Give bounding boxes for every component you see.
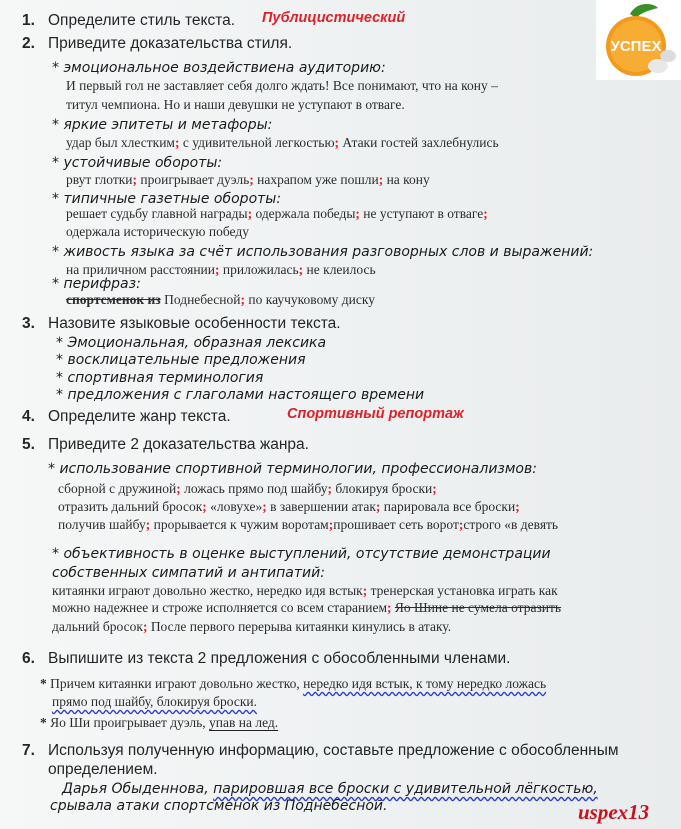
feature-item: * Эмоциональная, образная лексика: [56, 335, 327, 351]
question-2: 2. Приведите доказательства стиля.: [22, 35, 293, 52]
question-4: 4. Определите жанр текста.: [22, 408, 231, 425]
sentence-2: * Яо Ши проигрывает дуэль, упав на лед.: [40, 715, 279, 730]
sentence-1: * Причем китаянки играют довольно жестко, нередко идя встык, к тому нередко ложась: [40, 676, 547, 691]
hint-emotional: * эмоциональное воздействиена аудиторию:: [52, 60, 386, 76]
example-line: сборной с дружиной; ложась прямо под шайбу; блокируя броски;: [58, 481, 437, 496]
hint-newspaper: * типичные газетные обороты:: [52, 191, 282, 207]
question-7-cont: определением.: [48, 761, 158, 778]
hint-objectivity: * объективность в оценке выступлений, отсутствие демонстрации: [52, 546, 551, 562]
feature-item: * спортивная терминология: [56, 370, 264, 386]
composed-sentence: Дарья Обыденнова, парировшая все броски с удивительной лёгкостью,: [62, 781, 598, 797]
question-1: 1. Определите стиль текста.: [22, 12, 236, 29]
feature-item: * предложения с глаголами настоящего времени: [56, 387, 425, 403]
example-line: дальний бросок; После первого перерыва китаянки кинулись в атаку.: [52, 619, 452, 634]
example-line: можно надежнее и строже исполняется со всем старанием; Яо Шине не сумела отразить: [52, 600, 562, 615]
example-line: получив шайбу; прорывается к чужим воротам;прошивает сеть ворот;строго «в девять: [58, 517, 559, 532]
example-line: рвут глотки; проигрывает дуэль; нахрапом уже пошли; на кону: [66, 172, 430, 187]
hint-objectivity: собственных симпатий и антипатий:: [52, 565, 325, 581]
hint-idioms: * устойчивые обороты:: [52, 155, 223, 171]
watermark: uspex13: [578, 800, 650, 824]
sentence-1-cont: прямо под шайбу, блокируя броски.: [52, 694, 258, 709]
composed-sentence-cont: срывала атаки спортсменок из Поднебесной.: [50, 798, 388, 814]
example-line: китаянки играют довольно жестко, нередко идя встык; тренерская установка играть как: [52, 583, 558, 598]
question-6: 6. Выпишите из текста 2 предложения с обособленными членами.: [22, 650, 511, 667]
logo-text: УСПЕХ: [610, 38, 662, 55]
question-7: 7. Используя полученную информацию, составьте предложение с обособленным: [22, 742, 619, 759]
feature-item: * восклицательные предложения: [56, 352, 306, 368]
example-line: одержала историческую победу: [66, 224, 249, 239]
example-line: решает судьбу главной награды; одержала победы; не уступают в отваге;: [66, 206, 488, 221]
uspeh-logo: [596, 0, 681, 80]
hint-periphrasis: * перифраз:: [52, 276, 141, 292]
example-line: на приличном расстоянии; приложилась; не клеилось: [66, 262, 376, 277]
hint-epithets: * яркие эпитеты и метафоры:: [52, 117, 273, 133]
answer-genre: Спортивный репортаж: [287, 406, 464, 422]
example-line: отразить дальний бросок; «ловухе»; в завершении атак; парировала все броски;: [58, 499, 520, 514]
example-line: спортсменок из Поднебесной; по каучуковому диску: [66, 292, 375, 307]
example-line: удар был хлестким; с удивительной легкостью; Атаки гостей захлебнулись: [66, 135, 499, 150]
example-line: И первый гол не заставляет себя долго ждать! Все понимают, что на кону –: [66, 78, 498, 93]
question-3: 3. Назовите языковые особенности текста.: [22, 315, 341, 332]
question-5: 5. Приведите 2 доказательства жанра.: [22, 436, 309, 453]
hint-colloquial: * живость языка за счёт использования разговорных слов и выражений:: [52, 244, 594, 260]
example-line: титул чемпиона. Но и наши девушки не уступают в отваге.: [66, 97, 405, 112]
hint-terminology: * использование спортивной терминологии, профессионализмов:: [48, 461, 537, 477]
answer-style: Публицистический: [262, 10, 406, 26]
